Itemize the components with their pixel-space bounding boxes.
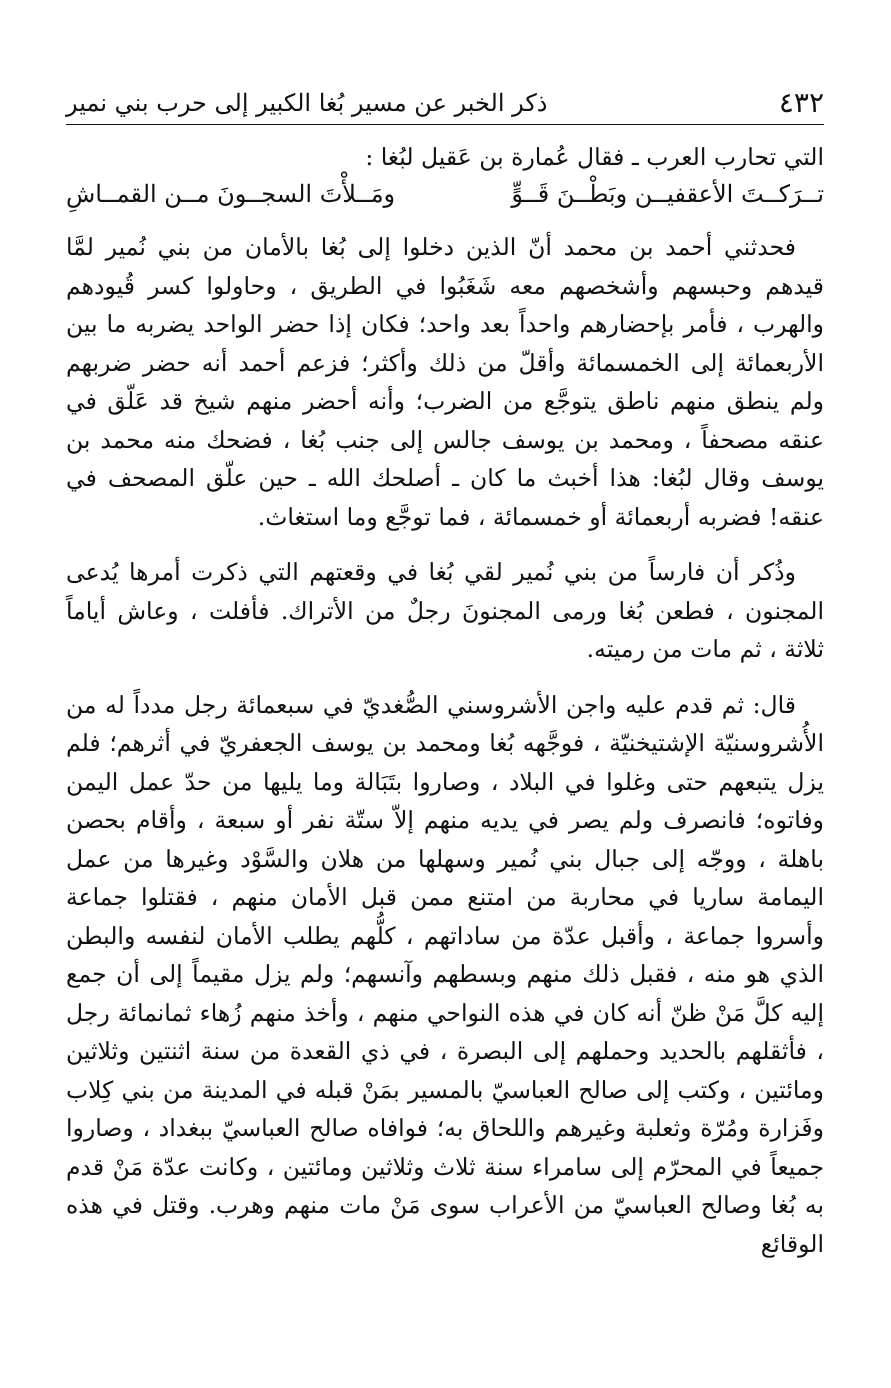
paragraph-2: وذُكر أن فارساً من بني نُمير لقي بُغا في وقعتهم التي ذكرت أمرها يُدعى المجنون ، فطعن بُغا ورمى المجنونَ رجلٌ من الأتراك. فأفلت ، وعاش أياماً ثلاثة ، ثم مات من رميته. [66,558,824,663]
paragraph-1: فحدثني أحمد بن محمد أنّ الذين دخلوا إلى بُغا بالأمان من بني نُمير لمَّا قيدهم وحبسهم وأشخصهم معه شَغَبُوا في الطريق ، وحاولوا كسر قُيودهم والهرب ، فأمر بإحضارهم واحداً بعد واحد؛ فكان إذا حضر الواحد يضربه ما بين الأربعمائة إلى الخمسمائة وأقلّ من ذلك وأكثر؛ فزعم أحمد أنه حضر ضربهم ولم ينطق منهم ناطق يتوجَّع من الضرب؛ وأنه أحضر منهم شيخ قد عَلّق في عنقه مصحفاً ، ومحمد بن يوسف جالس إلى جنب بُغا ، فضحك منه محمد بن يوسف وقال لبُغا: هذا أخبث ما كان ـ أصلحك الله ـ حين علّق المصحف في عنقه! فضربه أربعمائة أو خمسمائة ، فما توجَّع وما استغاث. [66,233,824,531]
page-header [66,84,824,125]
verse-hemistich-second: ومَــلأْتَ السجــونَ مــن القمــاشِ [66,180,396,208]
paragraph-3: قال: ثم قدم عليه واجن الأشروسني الصُّغديّ في سبعمائة رجل مدداً له من الأُشروسنيّة الإشتيخنيّة ، فوجَّهه بُغا ومحمد بن يوسف الجعفريّ في أثرهم؛ فلم يزل يتبعهم حتى وغلوا في البلاد ، وصاروا بتَبَالة وما يليها من حدّ عمل اليمن وفاتوه؛ فانصرف ولم يصر في يديه منهم إلاّ ستّة نفر أو سبعة ، وأقام بحصن باهلة ، ووجّه إلى جبال بني نُمير وسهلها من هلان والسَّوْد وغيرها من عمل اليمامة ساريا في محاربة من امتنع ممن قبل الأمان منهم ، فقتلوا جماعة وأسروا جماعة ، وأقبل عدّة من ساداتهم ، كلُّهم يطلب الأمان لنفسه والبطن الذي هو منه ، فقبل ذلك منهم وبسطهم وآنسهم؛ ولم يزل مقيماً إلى أن جمع إليه كلَّ مَنْ ظنّ أنه كان في هذه النواحي منهم ، وأخذ منهم زُهاء ثمانمائة رجل ، فأثقلهم بالحديد وحملهم إلى البصرة ، في ذي القعدة من سنة اثنتين وثلاثين ومائتين ، وكتب إلى صالح العباسيّ بالمسير بمَنْ قبله في المدينة من بني كِلاب وفَزارة ومُرّة وثعلبة وغيرهم واللحاق به؛ فوافاه صالح العباسيّ ببغداد ، وصاروا جميعاً في المحرّم إلى سامراء سنة ثلاث وثلاثين ومائتين ، وكانت عدّة مَنْ قدم به بُغا وصالح العباسيّ من الأعراب سوى مَنْ مات منهم وهرب. وقتل في هذه الوقائع [66,690,824,1258]
page-number: ٤٣٢ [778,86,824,119]
verse-hemistich-first: تــرَكــتَ الأعقفيــن وبَطْــنَ قَــوٍّ [511,180,824,208]
lead-line: التي تحارب العرب ـ فقال عُمارة بن عَقيل لبُغا : [365,143,824,171]
page-body [66,140,824,1280]
poem-verse [66,176,824,212]
running-title: ذكر الخبر عن مسير بُغا الكبير إلى حرب بني نمير [66,89,548,117]
